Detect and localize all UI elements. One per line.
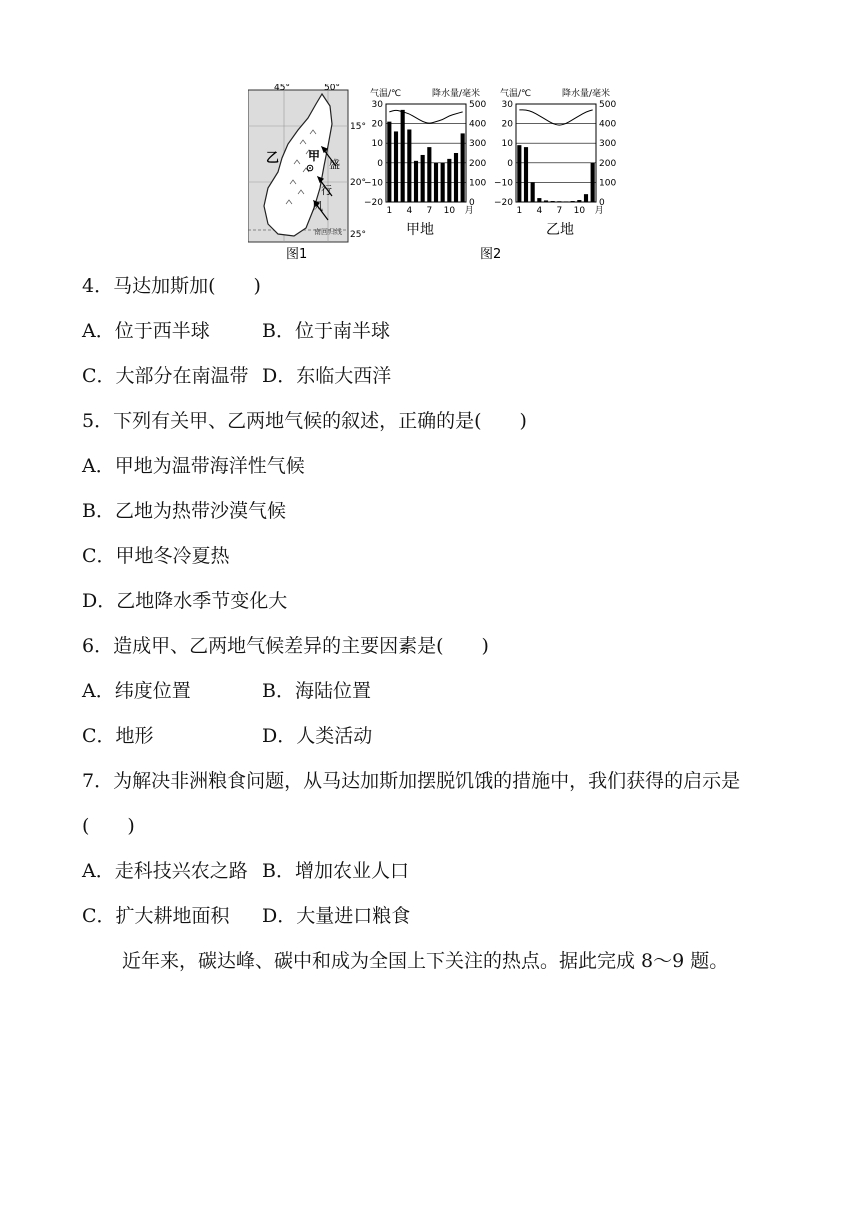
chart-yi-month-tick: 7 [556,206,563,216]
chart-jia-temp-tick: −20 [364,198,383,208]
chart-jia-precip-tick: 0 [469,198,475,208]
chart-jia-precip-bar [401,110,405,202]
q4-stem: 4．马达加斯加( ) [82,275,261,297]
chart-jia-month-tick: 7 [426,206,433,216]
chart-yi-temp-tick: −20 [494,198,513,208]
climate-chart-yi [494,87,616,238]
q4-options-row1 [82,319,390,343]
chart-jia-precip-axis-label: 降水量/毫米 [432,89,481,99]
q7-stem-line2: ( ) [82,815,135,837]
figure-svg [248,84,628,264]
chart-yi-precip-tick: 200 [599,158,617,169]
map-label-jia: 甲 [308,149,321,163]
q7-options-row2 [82,904,411,928]
chart-yi-temp-tick: 0 [507,158,513,169]
chart-jia-temp-axis-label: 气温/℃ [370,89,402,99]
chart-yi-precip-bar [557,201,561,202]
map-label-yi: 乙 [266,151,280,166]
q7-stem-line1: 7．为解决非洲粮食问题，从马达加斯加摆脱饥饿的措施中，我们获得的启示是 [82,770,741,792]
chart-yi-precip-bar [571,201,575,202]
q6-stem: 6．造成甲、乙两地气候差异的主要因素是( ) [82,635,489,657]
lat-label-20: 20° [350,178,366,188]
q5-option-c: C．甲地冬冷夏热 [82,545,230,567]
q5-option-d: D．乙地降水季节变化大 [82,590,288,612]
chart-jia-precip-bar [447,159,451,202]
chart-jia-temp-tick: 20 [371,119,383,130]
chart-yi-precip-bar [584,194,588,202]
chart-yi-temp-tick: −10 [494,178,513,189]
chart-yi-temp-axis-label: 气温/℃ [500,89,532,99]
chart-yi-temperature-line [519,110,592,125]
chart-yi-precip-tick: 100 [599,178,617,189]
chart-jia-precip-bar [434,163,438,202]
chart-yi-precip-axis-label: 降水量/毫米 [562,89,611,99]
lat-label-15: 15° [350,122,366,132]
intro-8-9: 近年来，碳达峰、碳中和成为全国上下关注的热点。据此完成 8～9 题。 [122,950,729,972]
tropic-label: 南回归线 [314,228,342,236]
chart-yi-precip-bar [577,200,581,202]
chart-yi-precip-bar [551,201,555,202]
wind-label-1: 盛 [329,158,340,171]
chart-yi-month-tick: 1 [516,206,523,216]
charts-caption: 图2 [480,247,502,262]
chart-yi-title: 乙地 [546,222,574,238]
chart-jia-month-unit: 月 [464,206,474,216]
chart-jia-temp-tick: −10 [364,178,383,189]
chart-yi-precip-tick: 300 [599,139,617,150]
chart-yi-month-unit: 月 [594,206,604,216]
chart-yi-precip-bar [564,201,568,202]
q4-option-b: B．位于南半球 [262,320,390,342]
q6-options-row1 [82,679,371,703]
chart-yi-precip-bar [591,163,595,202]
q6-option-a: A．纬度位置 [82,680,191,702]
chart-jia-precip-bar [421,155,425,202]
climate-chart-jia [364,87,486,238]
chart-yi-precip-bar [531,182,535,202]
chart-jia-title: 甲地 [406,222,434,238]
chart-jia-temperature-line [389,110,462,123]
chart-jia-precip-bar [394,131,398,202]
chart-jia-temp-tick: 30 [371,100,383,110]
chart-jia-precip-tick: 500 [469,100,487,110]
wind-label-3: 风 [312,200,323,213]
q5-option-a: A．甲地为温带海洋性气候 [82,455,305,477]
q6-options-row2 [82,724,373,748]
q6-option-d: D．人类活动 [262,725,373,747]
chart-jia-month-tick: 4 [406,206,413,216]
chart-jia-precip-bar [407,129,411,202]
lon-label-45: 45° [274,84,290,93]
chart-jia-precip-bar [427,147,431,202]
chart-yi-precip-bar [544,200,548,202]
chart-yi-precip-bar [524,147,528,202]
chart-jia-precip-tick: 100 [469,178,487,189]
q4-option-d: D．东临大西洋 [262,365,392,387]
q4-option-a: A．位于西半球 [82,320,210,342]
q6-option-b: B．海陆位置 [262,680,371,702]
q7-option-c: C．扩大耕地面积 [82,905,230,927]
chart-jia-month-tick: 1 [386,206,393,216]
chart-yi-precip-bar [517,145,521,202]
chart-jia-precip-bar [454,153,458,202]
chart-yi-temp-tick: 30 [501,100,513,110]
q6-option-c: C．地形 [82,725,154,747]
chart-yi-temp-tick: 20 [501,119,513,130]
chart-jia-temp-tick: 0 [377,158,383,169]
chart-yi-month-tick: 4 [536,206,543,216]
chart-jia-precip-tick: 200 [469,158,487,169]
jia-location-dot [309,167,311,169]
q7-option-a: A．走科技兴农之路 [82,860,248,882]
q4-options-row2 [82,364,392,388]
chart-yi-month-tick: 10 [573,206,586,216]
q4-option-c: C．大部分在南温带 [82,365,249,387]
q7-options-row1 [82,859,409,883]
chart-yi-precip-tick: 0 [599,198,605,208]
chart-yi-precip-bar [537,198,541,202]
chart-yi-temp-tick: 10 [501,139,513,150]
q5-option-b: B．乙地为热带沙漠气候 [82,500,286,522]
q7-option-d: D．大量进口粮食 [262,905,411,927]
madagascar-map [248,84,366,262]
chart-jia-precip-bar [414,161,418,202]
wind-label-2: 行 [321,184,332,197]
q7-option-b: B．增加农业人口 [262,860,409,882]
lon-label-50: 50° [324,84,340,93]
chart-yi-precip-tick: 400 [599,119,617,130]
chart-jia-temp-tick: 10 [371,139,383,150]
q5-stem: 5．下列有关甲、乙两地气候的叙述，正确的是( ) [82,410,527,432]
map-caption: 图1 [286,247,308,262]
lat-label-25: 25° [350,230,366,240]
chart-jia-precip-bar [461,133,465,202]
chart-yi-precip-tick: 500 [599,100,617,110]
chart-jia-month-tick: 10 [443,206,456,216]
chart-jia-precip-tick: 400 [469,119,487,130]
chart-jia-precip-bar [387,122,391,202]
chart-jia-precip-bar [441,163,445,202]
figure-block [248,84,628,264]
chart-jia-precip-tick: 300 [469,139,487,150]
